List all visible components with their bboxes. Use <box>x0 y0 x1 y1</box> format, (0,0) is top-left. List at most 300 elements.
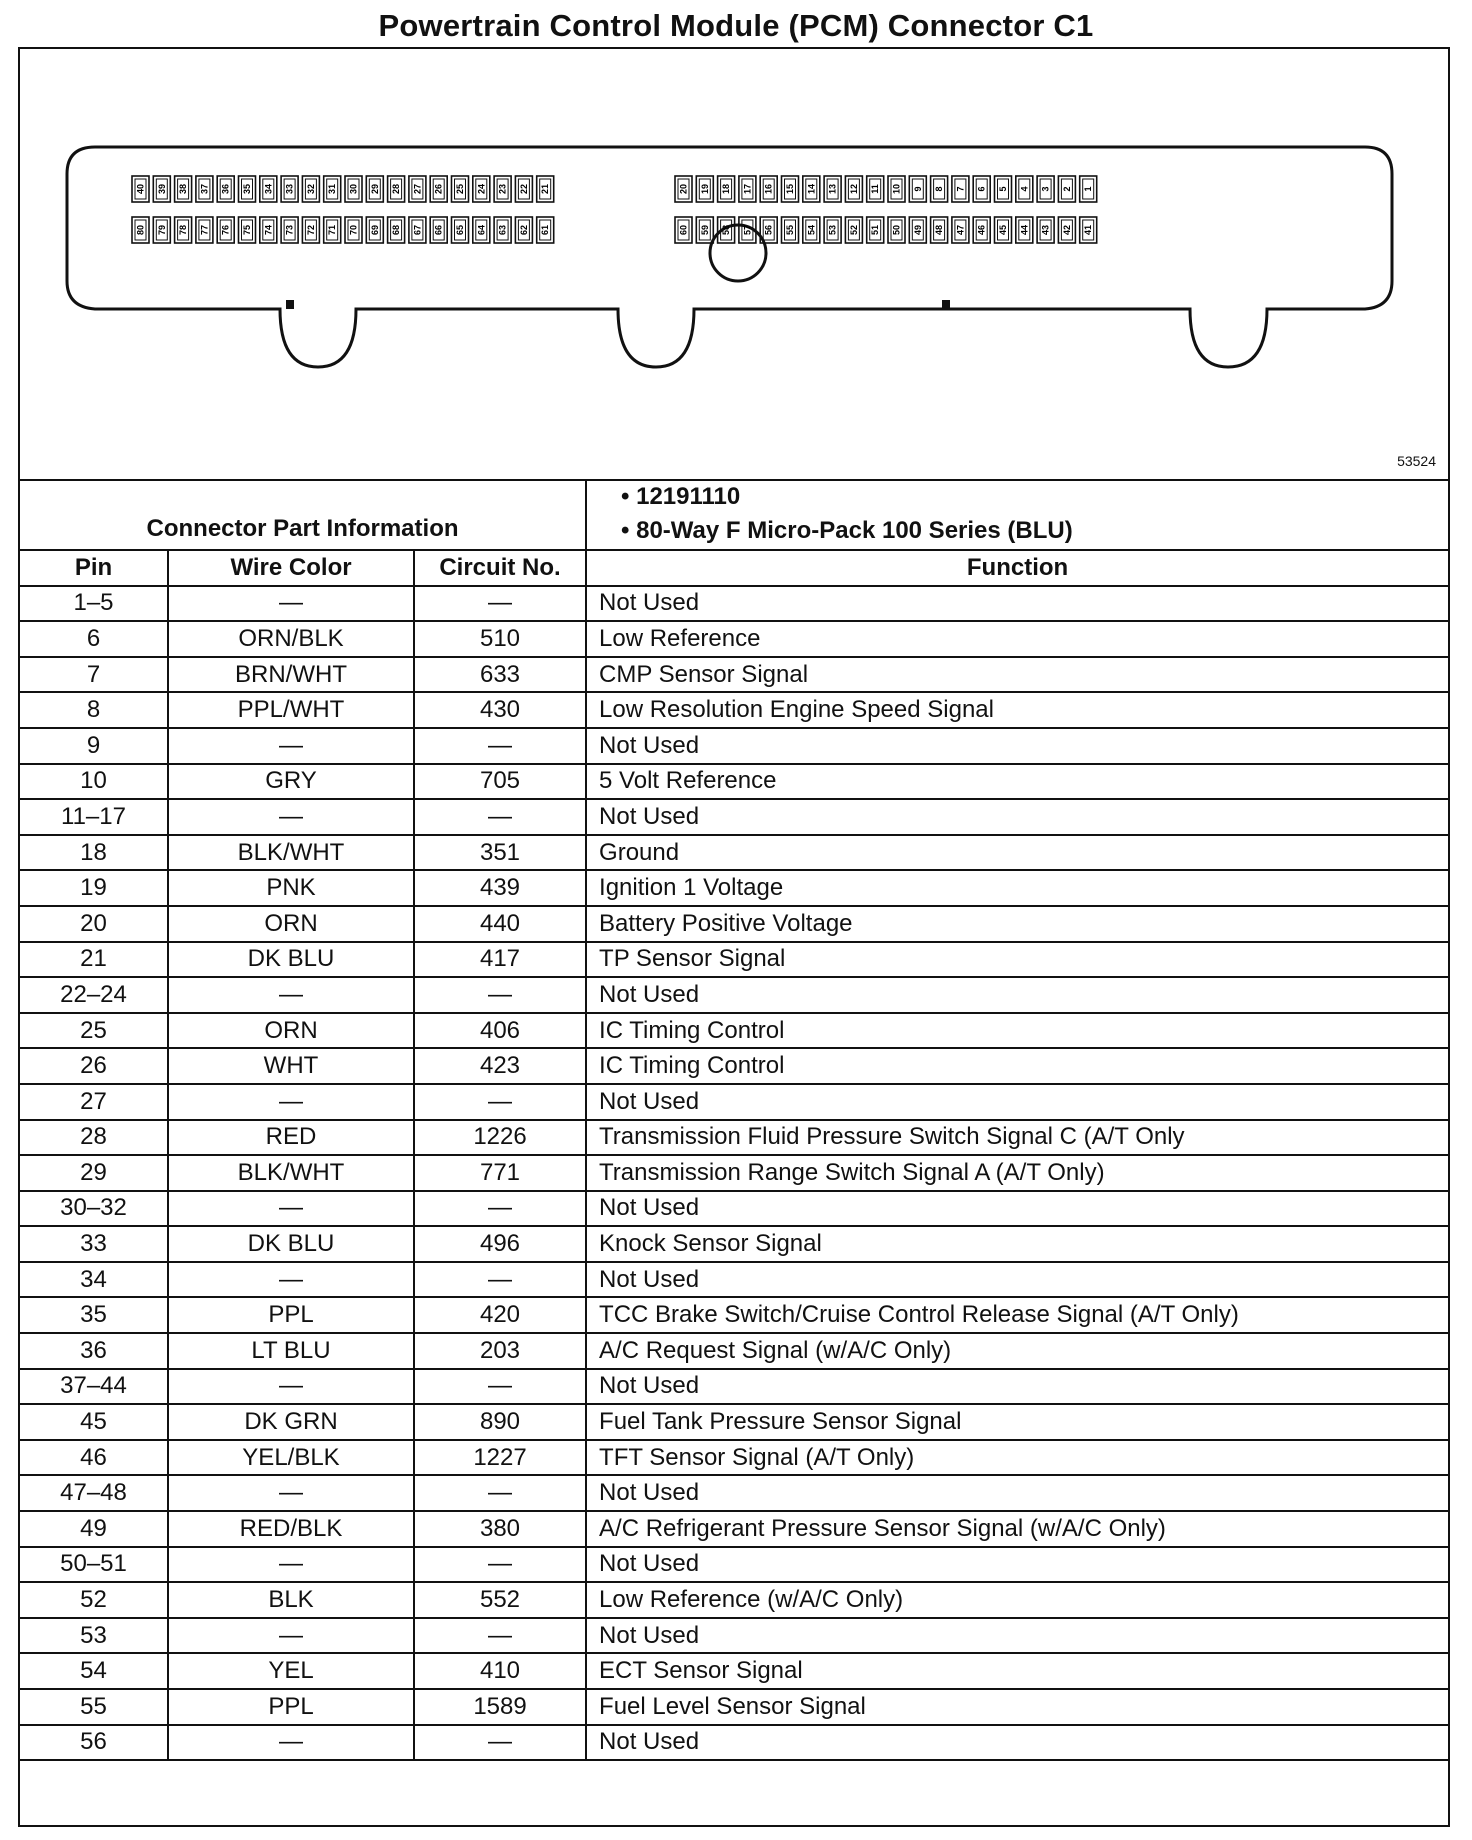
wire-color-cell: — <box>168 1084 414 1120</box>
center-key-hole <box>710 225 766 281</box>
svg-text:10: 10 <box>891 183 902 195</box>
pin-cell: 46 <box>20 1440 168 1476</box>
wire-color-cell: PPL <box>168 1297 414 1333</box>
connector-pin-53 <box>824 217 841 243</box>
connector-pin-11 <box>867 176 884 202</box>
circuit-cell: — <box>414 1618 586 1654</box>
connector-pin-58 <box>718 217 735 243</box>
svg-text:19: 19 <box>699 183 710 195</box>
table-row <box>20 1725 1448 1761</box>
svg-text:22: 22 <box>518 183 529 195</box>
svg-text:20: 20 <box>678 183 689 195</box>
function-cell: Ignition 1 Voltage <box>586 870 1448 906</box>
svg-text:46: 46 <box>976 224 987 236</box>
connector-pin-25 <box>452 176 469 202</box>
connector-pin-27 <box>409 176 426 202</box>
circuit-cell: 440 <box>414 906 586 942</box>
connector-pin-63 <box>494 217 511 243</box>
svg-text:55: 55 <box>785 224 795 236</box>
function-cell: A/C Refrigerant Pressure Sensor Signal (w/A/C Only) <box>586 1511 1448 1547</box>
svg-text:6: 6 <box>976 186 987 192</box>
function-cell: Low Resolution Engine Speed Signal <box>586 692 1448 728</box>
connector-pin-52 <box>845 217 862 243</box>
pin-cell: 53 <box>20 1618 168 1654</box>
table-row <box>20 1689 1448 1725</box>
svg-text:73: 73 <box>284 224 295 236</box>
function-cell: Ground <box>586 835 1448 871</box>
svg-text:4: 4 <box>1019 186 1030 192</box>
wire-color-cell: LT BLU <box>168 1333 414 1369</box>
circuit-cell: — <box>414 1369 586 1405</box>
table-row <box>20 906 1448 942</box>
connector-pin-32 <box>302 176 319 202</box>
pin-cell: 10 <box>20 764 168 800</box>
svg-text:36: 36 <box>220 183 231 195</box>
connector-pin-20 <box>675 176 692 202</box>
svg-text:42: 42 <box>1061 224 1072 236</box>
wire-color-cell: YEL/BLK <box>168 1440 414 1476</box>
wire-color-cell: DK GRN <box>168 1404 414 1440</box>
circuit-cell: 439 <box>414 870 586 906</box>
connector-pin-62 <box>515 217 532 243</box>
function-cell: Knock Sensor Signal <box>586 1226 1448 1262</box>
pin-cell: 18 <box>20 835 168 871</box>
svg-text:74: 74 <box>263 224 274 236</box>
svg-text:34: 34 <box>263 183 274 195</box>
svg-text:52: 52 <box>848 224 859 236</box>
table-row <box>20 764 1448 800</box>
wire-color-cell: DK BLU <box>168 942 414 978</box>
wire-color-cell: DK BLU <box>168 1226 414 1262</box>
part-info-values <box>586 480 1448 550</box>
connector-pin-31 <box>324 176 341 202</box>
page-title: Powertrain Control Module (PCM) Connector C1 <box>378 8 1094 43</box>
circuit-cell: 351 <box>414 835 586 871</box>
function-cell: Fuel Tank Pressure Sensor Signal <box>586 1404 1448 1440</box>
wire-color-cell: — <box>168 1191 414 1227</box>
connector-pin-18 <box>718 176 735 202</box>
svg-text:60: 60 <box>678 224 689 236</box>
svg-text:32: 32 <box>305 183 316 195</box>
connector-pin-10 <box>888 176 905 202</box>
svg-text:78: 78 <box>178 224 189 236</box>
connector-pin-45 <box>995 217 1012 243</box>
table-row <box>20 1475 1448 1511</box>
svg-text:7: 7 <box>955 186 966 192</box>
circuit-cell: 406 <box>414 1013 586 1049</box>
connector-pin-74 <box>260 217 277 243</box>
wire-color-cell: ORN/BLK <box>168 621 414 657</box>
circuit-cell: 705 <box>414 764 586 800</box>
table-row <box>20 728 1448 764</box>
pin-cell: 52 <box>20 1582 168 1618</box>
circuit-cell: 496 <box>414 1226 586 1262</box>
connector-pin-43 <box>1037 217 1054 243</box>
function-cell: Low Reference (w/A/C Only) <box>586 1582 1448 1618</box>
table-row <box>20 621 1448 657</box>
table-row <box>20 977 1448 1013</box>
connector-pin-16 <box>760 176 777 202</box>
pin-cell: 11–17 <box>20 799 168 835</box>
svg-text:43: 43 <box>1040 224 1051 236</box>
pin-cell: 33 <box>20 1226 168 1262</box>
connector-pin-60 <box>675 217 692 243</box>
svg-text:8: 8 <box>934 186 945 192</box>
svg-text:64: 64 <box>476 224 487 236</box>
wire-color-cell: — <box>168 586 414 622</box>
svg-text:23: 23 <box>497 183 508 195</box>
function-cell: Transmission Fluid Pressure Switch Signal C (A/T Only <box>586 1120 1448 1156</box>
function-cell: Not Used <box>586 1084 1448 1120</box>
connector-pin-6 <box>973 176 990 202</box>
function-cell: Not Used <box>586 1618 1448 1654</box>
wire-color-cell: — <box>168 1547 414 1583</box>
circuit-cell: — <box>414 1725 586 1761</box>
svg-text:21: 21 <box>540 183 551 195</box>
svg-text:35: 35 <box>242 183 252 195</box>
function-cell: Low Reference <box>586 621 1448 657</box>
wire-color-cell: WHT <box>168 1048 414 1084</box>
svg-text:5: 5 <box>998 186 1008 192</box>
pin-cell: 21 <box>20 942 168 978</box>
svg-text:61: 61 <box>540 224 551 236</box>
wire-color-cell: — <box>168 1369 414 1405</box>
svg-text:79: 79 <box>156 224 167 236</box>
function-cell: Not Used <box>586 1369 1448 1405</box>
pin-cell: 47–48 <box>20 1475 168 1511</box>
connector-pin-34 <box>260 176 277 202</box>
connector-pin-73 <box>281 217 298 243</box>
pin-cell: 54 <box>20 1653 168 1689</box>
pin-cell: 27 <box>20 1084 168 1120</box>
circuit-cell: — <box>414 728 586 764</box>
connector-pin-56 <box>760 217 777 243</box>
connector-pin-19 <box>696 176 713 202</box>
svg-text:12: 12 <box>848 183 859 195</box>
table-row <box>20 1155 1448 1191</box>
svg-text:77: 77 <box>199 224 210 236</box>
svg-text:67: 67 <box>412 224 423 236</box>
connector-pin-48 <box>931 217 948 243</box>
connector-pin-69 <box>366 217 383 243</box>
circuit-cell: 1226 <box>414 1120 586 1156</box>
connector-sheet <box>18 47 1450 1827</box>
svg-text:47: 47 <box>955 224 966 236</box>
pin-cell: 19 <box>20 870 168 906</box>
pin-cell: 49 <box>20 1511 168 1547</box>
connector-pin-21 <box>537 176 554 202</box>
circuit-cell: — <box>414 799 586 835</box>
circuit-cell: 552 <box>414 1582 586 1618</box>
col-header-wire-color: Wire Color <box>168 550 414 586</box>
connector-pin-75 <box>239 217 256 243</box>
function-cell: Fuel Level Sensor Signal <box>586 1689 1448 1725</box>
svg-text:57: 57 <box>742 224 753 236</box>
svg-text:70: 70 <box>348 224 359 236</box>
svg-text:44: 44 <box>1019 224 1030 236</box>
connector-pin-23 <box>494 176 511 202</box>
connector-pin-77 <box>196 217 213 243</box>
circuit-cell: 430 <box>414 692 586 728</box>
connector-pin-12 <box>845 176 862 202</box>
pin-cell: 7 <box>20 657 168 693</box>
wire-color-cell: — <box>168 1725 414 1761</box>
pin-cell: 37–44 <box>20 1369 168 1405</box>
circuit-cell: 633 <box>414 657 586 693</box>
table-row <box>20 1333 1448 1369</box>
svg-text:69: 69 <box>369 224 380 236</box>
connector-pin-1 <box>1080 176 1097 202</box>
connector-pin-64 <box>473 217 490 243</box>
wire-color-cell: PPL <box>168 1689 414 1725</box>
table-row <box>20 1440 1448 1476</box>
wire-color-cell: BRN/WHT <box>168 657 414 693</box>
circuit-cell: 410 <box>414 1653 586 1689</box>
function-cell: Not Used <box>586 1547 1448 1583</box>
svg-text:3: 3 <box>1040 186 1051 192</box>
svg-text:59: 59 <box>699 224 710 236</box>
pin-cell: 30–32 <box>20 1191 168 1227</box>
pin-cell: 55 <box>20 1689 168 1725</box>
svg-text:11: 11 <box>870 184 881 194</box>
svg-text:40: 40 <box>135 183 146 195</box>
connector-pin-72 <box>302 217 319 243</box>
circuit-cell: — <box>414 1191 586 1227</box>
wire-color-cell: — <box>168 799 414 835</box>
connector-pin-70 <box>345 217 362 243</box>
function-cell: Not Used <box>586 586 1448 622</box>
circuit-cell: — <box>414 1547 586 1583</box>
table-row <box>20 835 1448 871</box>
svg-text:66: 66 <box>433 224 444 236</box>
function-cell: Transmission Range Switch Signal A (A/T Only) <box>586 1155 1448 1191</box>
connector-pin-40 <box>132 176 149 202</box>
connector-pin-22 <box>515 176 532 202</box>
pin-cell: 1–5 <box>20 586 168 622</box>
svg-text:53: 53 <box>827 224 838 236</box>
connector-pin-2 <box>1058 176 1075 202</box>
connector-pin-50 <box>888 217 905 243</box>
connector-pin-24 <box>473 176 490 202</box>
pin-cell: 35 <box>20 1297 168 1333</box>
connector-pin-47 <box>952 217 969 243</box>
table-row <box>20 1297 1448 1333</box>
connector-pin-76 <box>217 217 234 243</box>
circuit-cell: 423 <box>414 1048 586 1084</box>
table-row <box>20 1120 1448 1156</box>
function-cell: TFT Sensor Signal (A/T Only) <box>586 1440 1448 1476</box>
connector-pin-37 <box>196 176 213 202</box>
wire-color-cell: — <box>168 1618 414 1654</box>
circuit-cell: 203 <box>414 1333 586 1369</box>
circuit-cell: 771 <box>414 1155 586 1191</box>
connector-pin-49 <box>909 217 926 243</box>
circuit-cell: 890 <box>414 1404 586 1440</box>
col-header-function: Function <box>586 550 1448 586</box>
function-cell: Not Used <box>586 1191 1448 1227</box>
connector-pin-59 <box>696 217 713 243</box>
wire-color-cell: — <box>168 728 414 764</box>
wire-color-cell: RED/BLK <box>168 1511 414 1547</box>
svg-text:63: 63 <box>497 224 508 236</box>
function-cell: TCC Brake Switch/Cruise Control Release Signal (A/T Only) <box>586 1297 1448 1333</box>
pin-55-marker <box>942 300 950 309</box>
connector-pin-5 <box>995 176 1012 202</box>
connector-pin-7 <box>952 176 969 202</box>
wire-color-cell: GRY <box>168 764 414 800</box>
connector-pin-33 <box>281 176 298 202</box>
circuit-cell: — <box>414 1475 586 1511</box>
connector-outline <box>67 147 1392 367</box>
svg-text:1: 1 <box>1083 186 1094 192</box>
wire-color-cell: — <box>168 977 414 1013</box>
circuit-cell: 1589 <box>414 1689 586 1725</box>
connector-pin-46 <box>973 217 990 243</box>
part-number: • 12191110 <box>621 483 741 510</box>
pin-cell: 45 <box>20 1404 168 1440</box>
wire-color-cell: — <box>168 1262 414 1298</box>
circuit-cell: — <box>414 586 586 622</box>
connector-pin-9 <box>909 176 926 202</box>
svg-text:14: 14 <box>806 183 817 195</box>
function-cell: A/C Request Signal (w/A/C Only) <box>586 1333 1448 1369</box>
connector-pin-13 <box>824 176 841 202</box>
svg-text:39: 39 <box>156 183 167 195</box>
function-cell: CMP Sensor Signal <box>586 657 1448 693</box>
wire-color-cell: BLK/WHT <box>168 835 414 871</box>
pin-cell: 34 <box>20 1262 168 1298</box>
circuit-cell: 1227 <box>414 1440 586 1476</box>
connector-pin-44 <box>1016 217 1033 243</box>
svg-text:29: 29 <box>369 183 380 195</box>
circuit-cell: — <box>414 1262 586 1298</box>
svg-text:33: 33 <box>284 183 295 195</box>
svg-text:58: 58 <box>721 224 732 236</box>
connector-pin-55 <box>782 217 799 243</box>
table-row <box>20 942 1448 978</box>
svg-text:56: 56 <box>763 224 774 236</box>
table-row <box>20 1618 1448 1654</box>
wire-color-cell: ORN <box>168 906 414 942</box>
pin-cell: 56 <box>20 1725 168 1761</box>
connector-pin-30 <box>345 176 362 202</box>
svg-text:75: 75 <box>242 224 252 236</box>
svg-text:51: 51 <box>870 224 881 236</box>
table-row <box>20 1511 1448 1547</box>
wire-color-cell: ORN <box>168 1013 414 1049</box>
connector-pin-26 <box>430 176 447 202</box>
function-cell: ECT Sensor Signal <box>586 1653 1448 1689</box>
circuit-cell: — <box>414 977 586 1013</box>
drawing-number: 53524 <box>1397 453 1436 469</box>
table-header-row <box>20 550 1448 586</box>
svg-text:48: 48 <box>934 224 945 236</box>
function-cell: 5 Volt Reference <box>586 764 1448 800</box>
svg-text:27: 27 <box>412 183 423 195</box>
connector-pin-54 <box>803 217 820 243</box>
svg-text:37: 37 <box>199 183 210 195</box>
wire-color-cell: BLK/WHT <box>168 1155 414 1191</box>
connector-pin-8 <box>931 176 948 202</box>
function-cell: Not Used <box>586 1262 1448 1298</box>
svg-text:50: 50 <box>891 224 902 236</box>
connector-pin-65 <box>452 217 469 243</box>
table-row <box>20 1262 1448 1298</box>
table-row <box>20 1048 1448 1084</box>
table-row <box>20 1013 1448 1049</box>
circuit-cell: 510 <box>414 621 586 657</box>
function-cell: Not Used <box>586 799 1448 835</box>
connector-pin-80 <box>132 217 149 243</box>
connector-pin-78 <box>175 217 192 243</box>
wire-color-cell: — <box>168 1475 414 1511</box>
part-description: • 80-Way F Micro-Pack 100 Series (BLU) <box>621 517 1073 544</box>
connector-pin-36 <box>217 176 234 202</box>
pin-cell: 22–24 <box>20 977 168 1013</box>
connector-pin-71 <box>324 217 341 243</box>
pin-table <box>20 480 1448 1761</box>
pin-cell: 26 <box>20 1048 168 1084</box>
svg-text:18: 18 <box>721 183 732 195</box>
table-row <box>20 1226 1448 1262</box>
svg-text:49: 49 <box>912 224 923 236</box>
svg-text:80: 80 <box>135 224 146 236</box>
svg-text:30: 30 <box>348 183 359 195</box>
pin-cell: 8 <box>20 692 168 728</box>
wire-color-cell: PPL/WHT <box>168 692 414 728</box>
svg-text:16: 16 <box>763 183 774 195</box>
svg-text:26: 26 <box>433 183 444 195</box>
pin-cell: 28 <box>20 1120 168 1156</box>
connector-pin-15 <box>782 176 799 202</box>
connector-pin-29 <box>366 176 383 202</box>
connector-pin-28 <box>388 176 405 202</box>
function-cell: TP Sensor Signal <box>586 942 1448 978</box>
connector-pin-3 <box>1037 176 1054 202</box>
svg-text:28: 28 <box>391 183 402 195</box>
part-info-label: Connector Part Information <box>20 480 586 550</box>
circuit-cell: 417 <box>414 942 586 978</box>
svg-text:68: 68 <box>391 224 402 236</box>
col-header-pin: Pin <box>20 550 168 586</box>
connector-pin-79 <box>153 217 170 243</box>
svg-text:45: 45 <box>998 224 1008 236</box>
pin-cell: 29 <box>20 1155 168 1191</box>
svg-text:41: 41 <box>1083 224 1094 236</box>
table-row <box>20 1404 1448 1440</box>
table-row <box>20 870 1448 906</box>
connector-pin-61 <box>537 217 554 243</box>
connector-pin-57 <box>739 217 756 243</box>
function-cell: Not Used <box>586 1475 1448 1511</box>
pin-cell: 36 <box>20 1333 168 1369</box>
connector-pin-4 <box>1016 176 1033 202</box>
circuit-cell: — <box>414 1084 586 1120</box>
connector-pin-41 <box>1080 217 1097 243</box>
table-row <box>20 1547 1448 1583</box>
table-row <box>20 1191 1448 1227</box>
table-row <box>20 657 1448 693</box>
table-row <box>20 1369 1448 1405</box>
connector-pin-66 <box>430 217 447 243</box>
wire-color-cell: YEL <box>168 1653 414 1689</box>
circuit-cell: 420 <box>414 1297 586 1333</box>
function-cell: IC Timing Control <box>586 1048 1448 1084</box>
svg-text:38: 38 <box>178 183 189 195</box>
function-cell: Battery Positive Voltage <box>586 906 1448 942</box>
svg-text:62: 62 <box>518 224 529 236</box>
svg-text:54: 54 <box>806 224 817 236</box>
